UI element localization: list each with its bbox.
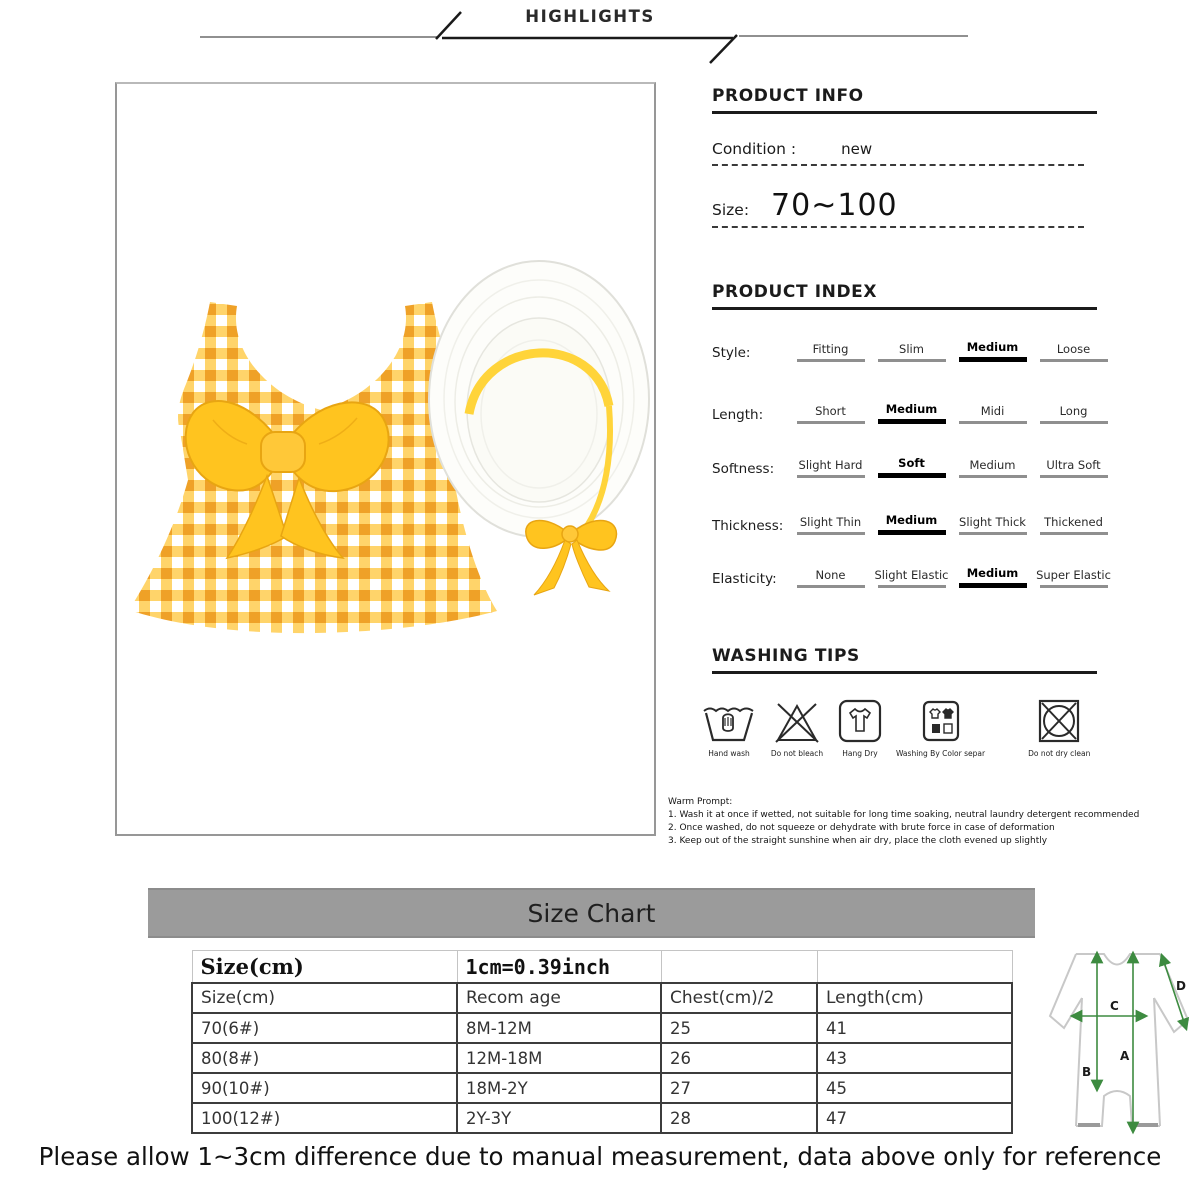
- option-underline: [1040, 475, 1108, 478]
- product-illustration: [117, 84, 654, 834]
- column-header: Size(cm): [192, 983, 457, 1013]
- index-option: Midi: [952, 404, 1033, 424]
- index-row-softness: [712, 444, 1114, 478]
- do-not-bleach-icon: [770, 698, 824, 744]
- washing-tip-hand-wash: [701, 698, 757, 758]
- age-cell: 18M-2Y: [457, 1073, 661, 1103]
- do-not-dry-clean-icon: [1035, 698, 1083, 744]
- column-header: Chest(cm)/2: [661, 983, 817, 1013]
- washing-tip-do-not-bleach: [770, 698, 824, 758]
- washing-tip-label: Do not dry clean: [1028, 749, 1091, 758]
- warm-prompt-line: 3. Keep out of the straight sunshine when air dry, place the cloth evened up slightly: [668, 836, 1048, 847]
- washing-tip-hang-dry: [837, 698, 883, 758]
- washing-tip-do-not-dry-clean: [1028, 698, 1090, 758]
- option-underline: [797, 585, 865, 588]
- chest-cell: 25: [661, 1013, 817, 1043]
- table-row: [192, 1103, 1012, 1133]
- hand-wash-icon: [701, 698, 757, 744]
- option-underline: [878, 530, 946, 535]
- size-cell: 100(12#): [192, 1103, 457, 1133]
- size-label: Size:: [712, 201, 750, 219]
- measure-label-a: A: [1120, 1049, 1130, 1063]
- length-cell: 41: [817, 1013, 1012, 1043]
- table-row: [192, 1013, 1012, 1043]
- index-row-label: Elasticity:: [712, 571, 777, 587]
- index-row-style: [712, 328, 1114, 362]
- index-row-label: Softness:: [712, 461, 775, 477]
- length-cell: 47: [817, 1103, 1012, 1133]
- washing-tip-label: Washing By Color separ: [896, 749, 986, 758]
- romper-outline: [1050, 954, 1188, 1126]
- index-row-label: Thickness:: [712, 518, 784, 534]
- chest-cell: 28: [661, 1103, 817, 1133]
- washing-tips-title: WASHING TIPS: [712, 646, 1097, 674]
- index-option-selected: Soft: [871, 456, 952, 478]
- option-underline: [878, 585, 946, 588]
- measurement-diagram: [1040, 928, 1195, 1140]
- size-value: 70~100: [771, 188, 898, 223]
- warm-prompt-line: 1. Wash it at once if wetted, not suitable for long time soaking, neutral laundry detergent recommended: [668, 810, 1140, 821]
- size-cell: 80(8#): [192, 1043, 457, 1073]
- option-underline: [959, 421, 1027, 424]
- length-cell: 43: [817, 1043, 1012, 1073]
- warm-prompt-title: Warm Prompt:: [668, 797, 733, 807]
- index-option: Slight Hard: [790, 458, 871, 478]
- product-index-title: PRODUCT INDEX: [712, 282, 1097, 310]
- chest-cell: 27: [661, 1073, 817, 1103]
- option-underline: [959, 532, 1027, 535]
- option-underline: [878, 473, 946, 478]
- length-cell: 45: [817, 1073, 1012, 1103]
- chest-cell: 26: [661, 1043, 817, 1073]
- index-option: Slight Elastic: [871, 568, 952, 588]
- unit-note-left: Size(cm): [192, 951, 457, 984]
- table-row: [192, 1073, 1012, 1103]
- washing-tip-label: Hand wash: [708, 749, 750, 758]
- column-header: Length(cm): [817, 983, 1012, 1013]
- warm-prompt-line: 2. Once washed, do not squeeze or dehydrate with brute force in case of deformation: [668, 823, 1055, 834]
- index-row-thickness: [712, 501, 1114, 535]
- highlights-label: HIGHLIGHTS: [525, 7, 655, 26]
- option-underline: [878, 359, 946, 362]
- index-option: Slight Thin: [790, 515, 871, 535]
- option-underline: [1040, 421, 1108, 424]
- option-underline: [1040, 585, 1108, 588]
- hang-dry-icon: [837, 698, 883, 744]
- option-underline: [797, 532, 865, 535]
- table-note-row: [192, 951, 1012, 984]
- option-underline: [959, 583, 1027, 588]
- index-option-selected: Medium: [952, 566, 1033, 588]
- index-option: Long: [1033, 404, 1114, 424]
- product-info-title: PRODUCT INFO: [712, 86, 1097, 114]
- washing-tip-color-separate: [896, 698, 985, 758]
- washing-tip-label: Do not bleach: [770, 749, 824, 758]
- washing-tip-label: Hang Dry: [842, 749, 878, 758]
- index-option-selected: Medium: [871, 513, 952, 535]
- option-underline: [1040, 532, 1108, 535]
- product-photo: [115, 82, 656, 836]
- index-row-label: Length:: [712, 407, 764, 423]
- option-underline: [797, 421, 865, 424]
- empty-cell: [661, 951, 817, 984]
- color-separate-wash-icon: [921, 698, 961, 744]
- age-cell: 8M-12M: [457, 1013, 661, 1043]
- index-option: Super Elastic: [1033, 568, 1114, 588]
- condition-value: new: [841, 140, 873, 158]
- option-underline: [959, 357, 1027, 362]
- index-option: Loose: [1033, 342, 1114, 362]
- index-row-elasticity: [712, 554, 1114, 588]
- index-option: Slight Thick: [952, 515, 1033, 535]
- index-option-selected: Medium: [952, 340, 1033, 362]
- condition-label: Condition :: [712, 140, 797, 158]
- index-option: Ultra Soft: [1033, 458, 1114, 478]
- size-row: [712, 188, 1084, 228]
- option-underline: [1040, 359, 1108, 362]
- hat-bow: [526, 520, 617, 595]
- size-cell: 90(10#): [192, 1073, 457, 1103]
- footer-note: Please allow 1~3cm difference due to manual measurement, data above only for reference: [38, 1142, 1162, 1171]
- size-chart-bar: [148, 888, 1035, 938]
- option-underline: [797, 475, 865, 478]
- table-header-row: [192, 983, 1012, 1013]
- index-option-selected: Medium: [871, 402, 952, 424]
- table-row: [192, 1043, 1012, 1073]
- unit-note-right: 1cm=0.39inch: [457, 951, 661, 984]
- index-option: Slim: [871, 342, 952, 362]
- index-option: None: [790, 568, 871, 588]
- option-underline: [878, 419, 946, 424]
- option-underline: [959, 475, 1027, 478]
- warm-prompt: [668, 796, 1192, 848]
- age-cell: 2Y-3Y: [457, 1103, 661, 1133]
- option-underline: [797, 359, 865, 362]
- size-chart-title: Size Chart: [527, 898, 656, 928]
- measure-label-d: D: [1176, 979, 1186, 993]
- index-option: Short: [790, 404, 871, 424]
- index-option: Fitting: [790, 342, 871, 362]
- size-chart-table: [191, 950, 1013, 1134]
- index-row-label: Style:: [712, 345, 751, 361]
- index-option: Medium: [952, 458, 1033, 478]
- empty-cell: [817, 951, 1012, 984]
- measure-label-b: B: [1082, 1065, 1092, 1079]
- washing-tips-icons: [701, 698, 1090, 758]
- measure-label-c: C: [1110, 999, 1119, 1013]
- column-header: Recom age: [457, 983, 661, 1013]
- size-cell: 70(6#): [192, 1013, 457, 1043]
- condition-row: [712, 140, 1084, 166]
- age-cell: 12M-18M: [457, 1043, 661, 1073]
- index-option: Thickened: [1033, 515, 1114, 535]
- index-row-length: [712, 390, 1114, 424]
